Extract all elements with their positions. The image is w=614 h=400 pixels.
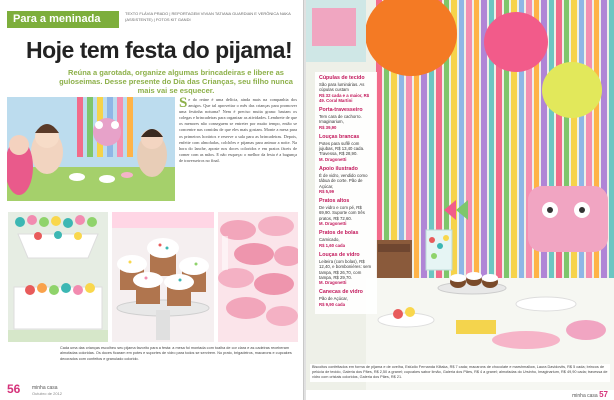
- kids-party-photo: [7, 97, 175, 201]
- item-desc: São para luminárias. As cúpulas custam: [319, 82, 365, 93]
- item-desc: Leiteira (com bolas), R$ 12,40, e bomboniéres: sem tampa, R$ 26,70, com tampa, R$ 29,70.: [319, 258, 372, 280]
- item-title: Apoio ilustrado: [319, 165, 358, 172]
- item-price: R$ 1,60 cada: [319, 242, 346, 248]
- sidebar-item: [319, 75, 373, 103]
- item-price: M. Dragonetti: [319, 221, 347, 227]
- sidebar-item: [319, 107, 373, 130]
- left-page: [0, 0, 304, 400]
- item-title: Canecas de vidro: [319, 289, 363, 296]
- page-number: 57: [599, 390, 608, 399]
- sidebar-item: [319, 289, 373, 306]
- right-photo-caption: Biscoitos confeitados em forma de pijama e de ovelha, Estúdio Fernanda Kiltaka, R$ 7 cada; macarons de chocolate e marshmallow, Laura Davidovits, R$ 5 cada; brincos de pelúcia de tecido, Galeria dos Pães, R$ 2,50 a granel; cupcakes sabor limão, Galeria dos Pães, R$ 4 a granel; almofadas do Ursinho, Imaginarium, R$ 49,90 cada; travessa de vidro com cristais coloridos, Galeria dos Pães, R$ 21.: [310, 364, 610, 382]
- page-number: 56: [7, 382, 21, 396]
- item-title: Porta-travesseiro: [319, 106, 363, 113]
- sidebar-item: [319, 252, 373, 286]
- sidebar-item: [319, 198, 373, 226]
- sidebar-item: [319, 134, 373, 162]
- macarons-photo: [218, 212, 298, 342]
- dropcap: S: [179, 97, 188, 111]
- item-desc: Tem cara de cachorro. Imaginarium,: [319, 113, 362, 125]
- price-sidebar: [315, 72, 377, 314]
- item-desc: De vidro e com pé, R$ 69,90. Suporte com três pratos, R$ 72,60.: [319, 205, 365, 221]
- item-price: M. Dragonetti: [319, 280, 347, 286]
- item-title: Louças de vidro: [319, 251, 360, 258]
- deck: Reúna a garotada, organize algumas brincadeiras e libere as guloseimas. Desse presente do Dia das Crianças, seu filho nunca mais vai se esquecer.: [59, 68, 293, 95]
- item-desc: Pão de Açúcar,: [319, 296, 348, 302]
- sidebar-item: [319, 230, 373, 247]
- sidebar-item: [319, 166, 373, 194]
- item-title: Pratos de bolas: [319, 230, 359, 237]
- section-tab: Para a meninada: [7, 11, 119, 28]
- item-desc: É de vidro, vendido como tábua de corte. Pão de Açúcar,: [319, 172, 368, 189]
- body-text-column: [179, 97, 297, 201]
- cupcakes-photo: [112, 212, 214, 342]
- credits: TEXTO FLÁVIA PRADO | REPORTAGEM VIVIAN TATIANA GUARDIAN E VERÔNICA NAKA (ASSISTENTE) | FOTOS KIT GANDI: [125, 11, 291, 22]
- item-title: Cúpulas de tecido: [319, 75, 365, 81]
- item-desc: Camicado,: [319, 237, 340, 243]
- item-price: R$ 9,90 cada: [319, 301, 346, 307]
- right-folio: [572, 390, 608, 399]
- magazine-name: minha casa: [572, 393, 598, 399]
- item-price: R$ 39,90: [319, 124, 337, 130]
- candy-bowl-photo: [8, 212, 108, 342]
- item-price: M. Dragonetti: [319, 156, 347, 162]
- body-paragraph: e do reúne é uma delícia, ainda mais na companhia dos amigos. Que tal aproveitar o mês das crianças para promover uma festinha noturna? Nem é preciso muita grana: bastam os colegas e brincadeiras para organizar as atividades. Lembrete de que os menores não conseguem se entreter por muito tempo, então se concentre nas comidas de que eles mais gostam. Monte a mesa para os primeiros horários e reserve a sala para as brincadeiras. Depois, enfeite com almofadas, colchões e pijamas para animar a noite. Na hora do lanche, aposte nos doces coloridos e em pratos fáceis de comer com as mãos. E não esqueça: o melhor da festa é a bagunça de travesseiros no final.: [179, 97, 297, 163]
- item-title: Pratos altos: [319, 198, 350, 205]
- body-text: [179, 97, 297, 164]
- magazine-name: minha casa: [32, 385, 58, 391]
- issue-date: Outubro de 2012: [32, 391, 63, 396]
- item-title: Louças brancas: [319, 133, 360, 140]
- headline: Hoje tem festa do pijama!: [26, 37, 293, 63]
- photo-caption: Cada uma das crianças escolheu seu pijama favorito para a festa: a mesa foi montada com toalha de cor clara e as cadeiras receberam almofadas coloridas. Os doces ficaram em potes e suportes de vidro para todos se servirem. No prato, brigadeiros, macarons e cupcakes decorados com confeitos e granulado colorido.: [60, 346, 292, 361]
- item-price: R$ 32 cada e a maior, R$ 49. Coral Martini: [319, 92, 370, 103]
- item-price: R$ 5,99: [319, 189, 335, 195]
- item-desc: Potes para suflê com jujubas, R$ 13,40 cada. Travessa, R$ 28,90.: [319, 140, 365, 157]
- right-page: [306, 0, 614, 400]
